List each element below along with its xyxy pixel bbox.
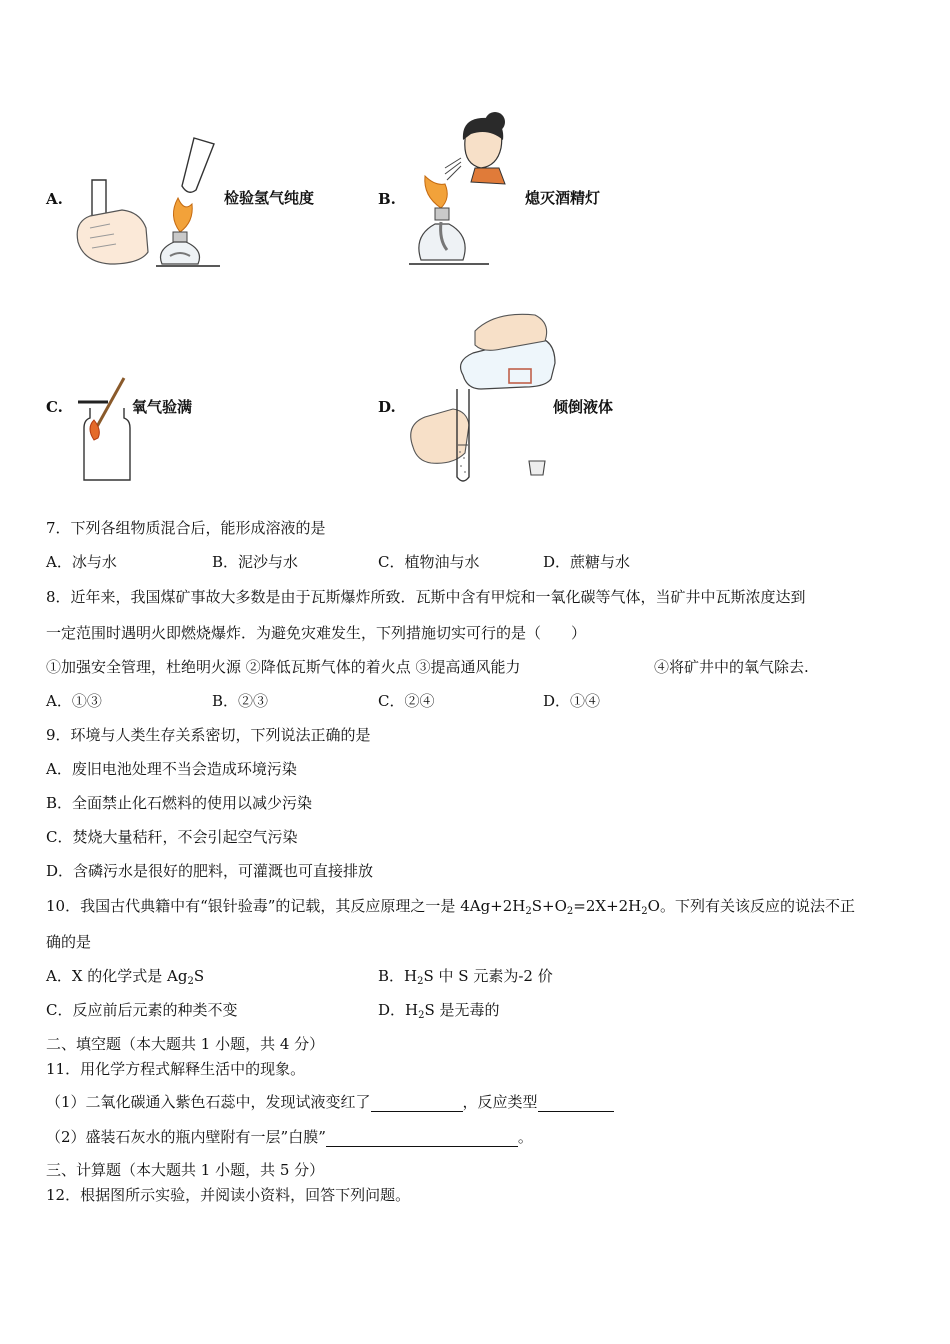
- option-letter: C.: [46, 398, 63, 416]
- option-b[interactable]: B．$H_2S$ 中 S 元素为-2 价: [378, 967, 553, 987]
- question-stem-line-1: 10．我国古代典籍中有“银针验毒”的记载，其反应原理之一是 $4Ag+2H_2S+O_2=2X+2H_2O$。下列有关该反应的说法不正: [46, 897, 855, 917]
- option-d[interactable]: D．含磷污水是很好的肥料，可灌溉也可直接排放: [46, 862, 374, 880]
- answer-blank[interactable]: [371, 1095, 463, 1112]
- option-c[interactable]: C．②④: [378, 692, 435, 710]
- option-d[interactable]: D．蔗糖与水: [543, 553, 631, 571]
- option-letter: A.: [46, 190, 63, 208]
- option-d[interactable]: D．①④: [543, 692, 601, 710]
- question-stem: 7．下列各组物质混合后，能形成溶液的是: [46, 519, 326, 537]
- option-a[interactable]: A．①③: [46, 692, 102, 710]
- question-11-stem: 11．用化学方程式解释生活中的现象。: [46, 1060, 306, 1078]
- option-a[interactable]: A．冰与水: [46, 553, 117, 571]
- question-stem-line-2: 一定范围时遇明火即燃烧爆炸．为避免灾难发生，下列措施切实可行的是（ ）: [46, 624, 587, 642]
- option-d[interactable]: D．$H_2S$ 是无毒的: [378, 1001, 500, 1021]
- section-title: 二、填空题（本大题共 1 小题，共 4 分）: [46, 1035, 325, 1053]
- question-11-part-2: （2）盛装石灰水的瓶内壁附有一层”白膜” 。: [46, 1128, 533, 1146]
- question-12-stem: 12．根据图所示实验，并阅读小资料，回答下列问题。: [46, 1186, 411, 1204]
- pouring-liquid-illustration: [405, 305, 555, 485]
- option-b[interactable]: B．泥沙与水: [212, 553, 299, 571]
- option-caption: 氧气验满: [132, 398, 193, 416]
- option-b[interactable]: B．②③: [212, 692, 269, 710]
- option-letter: B.: [378, 190, 396, 208]
- measure-4: ④将矿井中的氧气除去.: [654, 658, 809, 676]
- answer-blank[interactable]: [538, 1095, 614, 1112]
- option-c[interactable]: C．焚烧大量秸秆，不会引起空气污染: [46, 828, 298, 846]
- option-letter: D.: [378, 398, 396, 416]
- option-caption: 熄灭酒精灯: [525, 189, 601, 207]
- option-c[interactable]: C．植物油与水: [378, 553, 480, 571]
- answer-blank[interactable]: [326, 1130, 518, 1147]
- question-stem-line-1: 8．近年来，我国煤矿事故大多数是由于瓦斯爆炸所致．瓦斯中含有甲烷和一氧化碳等气体，当矿井中瓦斯浓度达到: [46, 588, 806, 606]
- option-a[interactable]: A．废旧电池处理不当会造成环境污染: [46, 760, 297, 778]
- oxygen-full-test-illustration: [72, 372, 142, 484]
- option-a[interactable]: A．X 的化学式是 $Ag_2S$: [46, 967, 205, 987]
- option-caption: 检验氢气纯度: [224, 189, 315, 207]
- option-b[interactable]: B．全面禁止化石燃料的使用以减少污染: [46, 794, 313, 812]
- section-title: 三、计算题（本大题共 1 小题，共 5 分）: [46, 1161, 325, 1179]
- question-stem: 9．环境与人类生存关系密切，下列说法正确的是: [46, 726, 371, 744]
- question-stem-line-2: 确的是: [46, 933, 92, 951]
- hydrogen-purity-test-illustration: [70, 132, 230, 272]
- option-caption: 倾倒液体: [553, 398, 614, 416]
- measures-list: ①加强安全管理，杜绝明火源 ②降低瓦斯气体的着火点 ③提高通风能力: [46, 658, 521, 676]
- question-11-part-1: （1）二氧化碳通入紫色石蕊中，发现试液变红了 ，反应类型: [46, 1092, 614, 1112]
- option-c[interactable]: C．反应前后元素的种类不变: [46, 1001, 238, 1019]
- blowing-out-alcohol-lamp-illustration: [405, 100, 525, 270]
